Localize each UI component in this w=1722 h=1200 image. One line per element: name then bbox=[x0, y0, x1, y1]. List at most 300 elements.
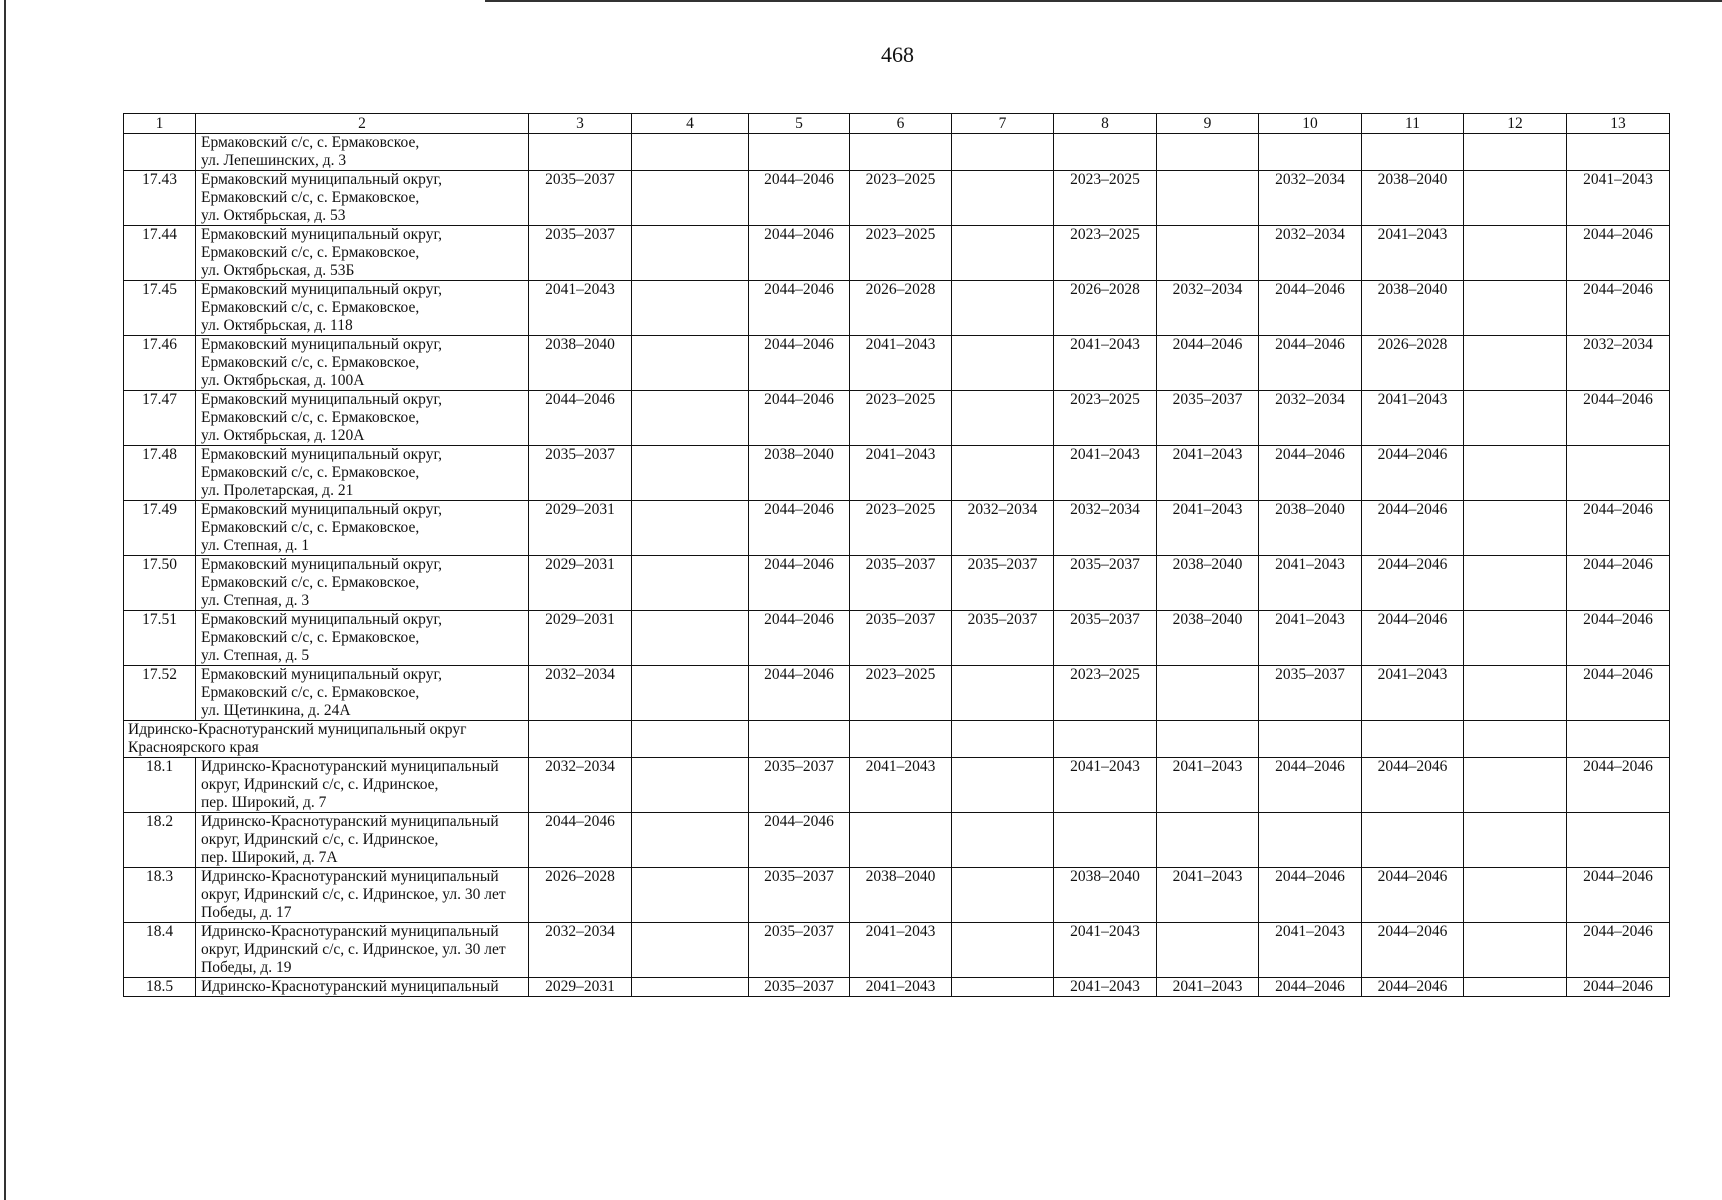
column-header-row bbox=[124, 114, 1670, 134]
period-cell-col-4 bbox=[632, 868, 749, 923]
address-line: Ермаковский с/с, с. Ермаковское, bbox=[201, 574, 420, 591]
address-line: Ермаковский муниципальный округ, bbox=[201, 666, 442, 683]
period-cell-col-3: 2029–2031 bbox=[529, 978, 632, 997]
period-cell-col-3: 2041–2043 bbox=[529, 281, 632, 336]
table-row bbox=[124, 134, 1670, 171]
address-cell bbox=[196, 336, 529, 391]
address-line: ул. Октябрьская, д. 118 bbox=[201, 317, 353, 334]
period-cell-col-8: 2041–2043 bbox=[1054, 446, 1157, 501]
address-line: Победы, д. 17 bbox=[201, 904, 292, 921]
address-line: Ермаковский муниципальный округ, bbox=[201, 336, 442, 353]
period-cell-col-6: 2023–2025 bbox=[850, 391, 952, 446]
period-cell-col-6: 2041–2043 bbox=[850, 758, 952, 813]
row-number: 17.45 bbox=[124, 281, 196, 336]
period-cell-col-12 bbox=[1464, 978, 1567, 997]
period-cell-col-4 bbox=[632, 281, 749, 336]
period-cell-col-4 bbox=[632, 446, 749, 501]
period-cell-col-4 bbox=[632, 721, 749, 758]
period-cell-col-10: 2044–2046 bbox=[1259, 336, 1362, 391]
period-cell-col-13: 2044–2046 bbox=[1567, 391, 1670, 446]
address-line: Идринско-Краснотуранский муниципальный bbox=[201, 868, 499, 885]
period-cell-col-9: 2041–2043 bbox=[1157, 446, 1259, 501]
period-cell-col-7 bbox=[952, 923, 1054, 978]
period-cell-col-5: 2044–2046 bbox=[749, 556, 850, 611]
period-cell-col-5: 2044–2046 bbox=[749, 336, 850, 391]
period-cell-col-13: 2044–2046 bbox=[1567, 758, 1670, 813]
address-line: пер. Широкий, д. 7 bbox=[201, 794, 327, 811]
address-cell bbox=[196, 446, 529, 501]
period-cell-col-10: 2041–2043 bbox=[1259, 923, 1362, 978]
period-cell-col-5: 2044–2046 bbox=[749, 226, 850, 281]
period-cell-col-5: 2044–2046 bbox=[749, 391, 850, 446]
period-cell-col-6: 2023–2025 bbox=[850, 666, 952, 721]
period-cell-col-12 bbox=[1464, 391, 1567, 446]
table-row bbox=[124, 978, 1670, 997]
row-number: 17.50 bbox=[124, 556, 196, 611]
column-header-10: 10 bbox=[1259, 114, 1362, 134]
address-line: округ, Идринский с/с, с. Идринское, ул. 30 лет bbox=[201, 941, 506, 958]
period-cell-col-7 bbox=[952, 813, 1054, 868]
row-number: 17.44 bbox=[124, 226, 196, 281]
period-cell-col-9: 2041–2043 bbox=[1157, 758, 1259, 813]
period-cell-col-11: 2044–2046 bbox=[1362, 611, 1464, 666]
period-cell-col-5: 2044–2046 bbox=[749, 666, 850, 721]
period-cell-col-5: 2044–2046 bbox=[749, 611, 850, 666]
period-cell-col-8: 2023–2025 bbox=[1054, 171, 1157, 226]
period-cell-col-8: 2026–2028 bbox=[1054, 281, 1157, 336]
period-cell-col-10: 2032–2034 bbox=[1259, 391, 1362, 446]
period-cell-col-8: 2032–2034 bbox=[1054, 501, 1157, 556]
period-cell-col-10: 2044–2046 bbox=[1259, 446, 1362, 501]
address-cell bbox=[196, 556, 529, 611]
period-cell-col-5 bbox=[749, 134, 850, 171]
address-line: ул. Щетинкина, д. 24А bbox=[201, 702, 351, 719]
period-cell-col-10: 2041–2043 bbox=[1259, 556, 1362, 611]
period-cell-col-10: 2044–2046 bbox=[1259, 758, 1362, 813]
period-cell-col-7 bbox=[952, 666, 1054, 721]
period-cell-col-9: 2032–2034 bbox=[1157, 281, 1259, 336]
period-cell-col-11: 2044–2046 bbox=[1362, 556, 1464, 611]
period-cell-col-7 bbox=[952, 978, 1054, 997]
address-line: Ермаковский муниципальный округ, bbox=[201, 446, 442, 463]
period-cell-col-6: 2023–2025 bbox=[850, 226, 952, 281]
period-cell-col-7 bbox=[952, 721, 1054, 758]
period-cell-col-5: 2044–2046 bbox=[749, 813, 850, 868]
period-cell-col-6: 2023–2025 bbox=[850, 501, 952, 556]
period-cell-col-10: 2035–2037 bbox=[1259, 666, 1362, 721]
row-number: 18.4 bbox=[124, 923, 196, 978]
address-line: пер. Широкий, д. 7А bbox=[201, 849, 338, 866]
period-cell-col-12 bbox=[1464, 281, 1567, 336]
table-row bbox=[124, 171, 1670, 226]
address-line: Ермаковский с/с, с. Ермаковское, bbox=[201, 134, 420, 151]
row-number: 18.3 bbox=[124, 868, 196, 923]
table-row bbox=[124, 391, 1670, 446]
period-cell-col-12 bbox=[1464, 721, 1567, 758]
table-row bbox=[124, 281, 1670, 336]
period-cell-col-10 bbox=[1259, 813, 1362, 868]
address-line: Ермаковский с/с, с. Ермаковское, bbox=[201, 354, 420, 371]
period-cell-col-7 bbox=[952, 868, 1054, 923]
period-cell-col-4 bbox=[632, 134, 749, 171]
period-cell-col-13: 2044–2046 bbox=[1567, 666, 1670, 721]
period-cell-col-5: 2044–2046 bbox=[749, 171, 850, 226]
period-cell-col-7 bbox=[952, 281, 1054, 336]
period-cell-col-11 bbox=[1362, 134, 1464, 171]
table-row bbox=[124, 868, 1670, 923]
address-line: Ермаковский муниципальный округ, bbox=[201, 556, 442, 573]
address-line: ул. Октябрьская, д. 120А bbox=[201, 427, 365, 444]
period-cell-col-6: 2041–2043 bbox=[850, 336, 952, 391]
row-number: 17.51 bbox=[124, 611, 196, 666]
scan-edge-left bbox=[4, 0, 6, 1200]
period-cell-col-4 bbox=[632, 171, 749, 226]
period-cell-col-8: 2023–2025 bbox=[1054, 391, 1157, 446]
period-cell-col-4 bbox=[632, 923, 749, 978]
address-cell bbox=[196, 923, 529, 978]
table-row bbox=[124, 923, 1670, 978]
row-number: 17.49 bbox=[124, 501, 196, 556]
period-cell-col-3: 2035–2037 bbox=[529, 171, 632, 226]
period-cell-col-7: 2035–2037 bbox=[952, 556, 1054, 611]
period-cell-col-7 bbox=[952, 226, 1054, 281]
row-number bbox=[124, 134, 196, 171]
period-cell-col-11 bbox=[1362, 721, 1464, 758]
period-cell-col-11: 2038–2040 bbox=[1362, 281, 1464, 336]
period-cell-col-13: 2044–2046 bbox=[1567, 556, 1670, 611]
period-cell-col-9 bbox=[1157, 721, 1259, 758]
table-row bbox=[124, 813, 1670, 868]
period-cell-col-3 bbox=[529, 134, 632, 171]
period-cell-col-12 bbox=[1464, 556, 1567, 611]
period-cell-col-3: 2032–2034 bbox=[529, 666, 632, 721]
period-cell-col-4 bbox=[632, 501, 749, 556]
period-cell-col-4 bbox=[632, 391, 749, 446]
period-cell-col-11: 2041–2043 bbox=[1362, 666, 1464, 721]
address-line: Победы, д. 19 bbox=[201, 959, 292, 976]
column-header-7: 7 bbox=[952, 114, 1054, 134]
period-cell-col-13: 2044–2046 bbox=[1567, 226, 1670, 281]
period-cell-col-12 bbox=[1464, 226, 1567, 281]
period-cell-col-6 bbox=[850, 721, 952, 758]
period-cell-col-11: 2044–2046 bbox=[1362, 501, 1464, 556]
row-number: 18.5 bbox=[124, 978, 196, 997]
period-cell-col-6: 2035–2037 bbox=[850, 611, 952, 666]
period-cell-col-4 bbox=[632, 336, 749, 391]
period-cell-col-5 bbox=[749, 721, 850, 758]
address-cell bbox=[196, 758, 529, 813]
period-cell-col-12 bbox=[1464, 171, 1567, 226]
period-cell-col-10 bbox=[1259, 134, 1362, 171]
period-cell-col-5: 2035–2037 bbox=[749, 923, 850, 978]
period-cell-col-7 bbox=[952, 336, 1054, 391]
period-cell-col-6: 2035–2037 bbox=[850, 556, 952, 611]
period-cell-col-9: 2041–2043 bbox=[1157, 868, 1259, 923]
row-number: 17.47 bbox=[124, 391, 196, 446]
section-title-line: Красноярского края bbox=[128, 739, 259, 756]
address-cell bbox=[196, 391, 529, 446]
period-cell-col-13: 2041–2043 bbox=[1567, 171, 1670, 226]
address-line: округ, Идринский с/с, с. Идринское, bbox=[201, 831, 439, 848]
period-cell-col-6: 2038–2040 bbox=[850, 868, 952, 923]
period-cell-col-8: 2041–2043 bbox=[1054, 978, 1157, 997]
address-line: ул. Степная, д. 3 bbox=[201, 592, 310, 609]
period-cell-col-10: 2038–2040 bbox=[1259, 501, 1362, 556]
period-cell-col-12 bbox=[1464, 868, 1567, 923]
address-line: Ермаковский муниципальный округ, bbox=[201, 501, 442, 518]
address-line: Идринско-Краснотуранский муниципальный bbox=[201, 923, 499, 940]
period-cell-col-9: 2041–2043 bbox=[1157, 501, 1259, 556]
period-cell-col-10: 2044–2046 bbox=[1259, 978, 1362, 997]
period-cell-col-5: 2035–2037 bbox=[749, 758, 850, 813]
period-cell-col-9 bbox=[1157, 171, 1259, 226]
schedule-table bbox=[123, 113, 1670, 997]
period-cell-col-12 bbox=[1464, 336, 1567, 391]
address-line: Ермаковский муниципальный округ, bbox=[201, 171, 442, 188]
period-cell-col-5: 2044–2046 bbox=[749, 501, 850, 556]
table-row bbox=[124, 336, 1670, 391]
period-cell-col-3: 2044–2046 bbox=[529, 813, 632, 868]
column-header-8: 8 bbox=[1054, 114, 1157, 134]
period-cell-col-8 bbox=[1054, 134, 1157, 171]
table-body bbox=[124, 134, 1670, 997]
period-cell-col-9: 2035–2037 bbox=[1157, 391, 1259, 446]
row-number: 17.43 bbox=[124, 171, 196, 226]
address-cell bbox=[196, 281, 529, 336]
period-cell-col-8: 2041–2043 bbox=[1054, 923, 1157, 978]
scan-edge-top bbox=[485, 0, 1722, 2]
period-cell-col-3: 2035–2037 bbox=[529, 446, 632, 501]
period-cell-col-3: 2035–2037 bbox=[529, 226, 632, 281]
column-header-1: 1 bbox=[124, 114, 196, 134]
period-cell-col-8: 2023–2025 bbox=[1054, 226, 1157, 281]
address-line: ул. Октябрьская, д. 53 bbox=[201, 207, 346, 224]
address-line: Ермаковский с/с, с. Ермаковское, bbox=[201, 409, 420, 426]
address-line: ул. Степная, д. 5 bbox=[201, 647, 310, 664]
period-cell-col-9: 2038–2040 bbox=[1157, 611, 1259, 666]
period-cell-col-3: 2038–2040 bbox=[529, 336, 632, 391]
period-cell-col-11: 2044–2046 bbox=[1362, 923, 1464, 978]
period-cell-col-4 bbox=[632, 666, 749, 721]
period-cell-col-13: 2044–2046 bbox=[1567, 868, 1670, 923]
address-line: ул. Октябрьская, д. 53Б bbox=[201, 262, 355, 279]
address-line: Ермаковский с/с, с. Ермаковское, bbox=[201, 629, 420, 646]
period-cell-col-9 bbox=[1157, 923, 1259, 978]
period-cell-col-9: 2044–2046 bbox=[1157, 336, 1259, 391]
period-cell-col-9 bbox=[1157, 134, 1259, 171]
period-cell-col-7 bbox=[952, 391, 1054, 446]
address-line: Ермаковский с/с, с. Ермаковское, bbox=[201, 244, 420, 261]
address-cell bbox=[196, 501, 529, 556]
period-cell-col-4 bbox=[632, 978, 749, 997]
period-cell-col-3: 2029–2031 bbox=[529, 501, 632, 556]
table-row bbox=[124, 758, 1670, 813]
address-cell bbox=[196, 868, 529, 923]
period-cell-col-12 bbox=[1464, 446, 1567, 501]
period-cell-col-13 bbox=[1567, 721, 1670, 758]
period-cell-col-6: 2041–2043 bbox=[850, 446, 952, 501]
period-cell-col-12 bbox=[1464, 813, 1567, 868]
row-number: 18.2 bbox=[124, 813, 196, 868]
address-line: Идринско-Краснотуранский муниципальный bbox=[201, 758, 499, 775]
column-header-6: 6 bbox=[850, 114, 952, 134]
address-line: Ермаковский муниципальный округ, bbox=[201, 391, 442, 408]
period-cell-col-9 bbox=[1157, 666, 1259, 721]
period-cell-col-12 bbox=[1464, 758, 1567, 813]
period-cell-col-12 bbox=[1464, 923, 1567, 978]
period-cell-col-9: 2038–2040 bbox=[1157, 556, 1259, 611]
period-cell-col-13: 2032–2034 bbox=[1567, 336, 1670, 391]
address-line: ул. Лепешинских, д. 3 bbox=[201, 152, 347, 169]
table-row bbox=[124, 501, 1670, 556]
column-header-3: 3 bbox=[529, 114, 632, 134]
address-line: Идринско-Краснотуранский муниципальный bbox=[201, 813, 499, 830]
period-cell-col-10: 2032–2034 bbox=[1259, 226, 1362, 281]
period-cell-col-4 bbox=[632, 813, 749, 868]
period-cell-col-7: 2035–2037 bbox=[952, 611, 1054, 666]
period-cell-col-8: 2035–2037 bbox=[1054, 611, 1157, 666]
address-line: Ермаковский муниципальный округ, bbox=[201, 611, 442, 628]
table-row bbox=[124, 556, 1670, 611]
table-row bbox=[124, 611, 1670, 666]
period-cell-col-11: 2044–2046 bbox=[1362, 868, 1464, 923]
period-cell-col-11: 2044–2046 bbox=[1362, 446, 1464, 501]
address-line: ул. Октябрьская, д. 100А bbox=[201, 372, 365, 389]
period-cell-col-10 bbox=[1259, 721, 1362, 758]
period-cell-col-12 bbox=[1464, 666, 1567, 721]
period-cell-col-6: 2041–2043 bbox=[850, 978, 952, 997]
period-cell-col-7 bbox=[952, 758, 1054, 813]
period-cell-col-13 bbox=[1567, 813, 1670, 868]
address-line: Ермаковский муниципальный округ, bbox=[201, 281, 442, 298]
period-cell-col-9 bbox=[1157, 813, 1259, 868]
period-cell-col-9 bbox=[1157, 226, 1259, 281]
column-header-9: 9 bbox=[1157, 114, 1259, 134]
address-cell bbox=[196, 978, 529, 997]
address-line: Ермаковский с/с, с. Ермаковское, bbox=[201, 464, 420, 481]
period-cell-col-6 bbox=[850, 813, 952, 868]
period-cell-col-13 bbox=[1567, 134, 1670, 171]
period-cell-col-7 bbox=[952, 446, 1054, 501]
period-cell-col-12 bbox=[1464, 501, 1567, 556]
period-cell-col-3: 2032–2034 bbox=[529, 758, 632, 813]
period-cell-col-6 bbox=[850, 134, 952, 171]
row-number: 17.48 bbox=[124, 446, 196, 501]
period-cell-col-10: 2041–2043 bbox=[1259, 611, 1362, 666]
period-cell-col-7: 2032–2034 bbox=[952, 501, 1054, 556]
page-number: 468 bbox=[881, 42, 914, 67]
table-row bbox=[124, 226, 1670, 281]
period-cell-col-8 bbox=[1054, 721, 1157, 758]
period-cell-col-8: 2038–2040 bbox=[1054, 868, 1157, 923]
period-cell-col-3: 2029–2031 bbox=[529, 611, 632, 666]
address-line: округ, Идринский с/с, с. Идринское, ул. 30 лет bbox=[201, 886, 506, 903]
period-cell-col-8: 2041–2043 bbox=[1054, 336, 1157, 391]
period-cell-col-8: 2041–2043 bbox=[1054, 758, 1157, 813]
address-line: Ермаковский муниципальный округ, bbox=[201, 226, 442, 243]
period-cell-col-3: 2032–2034 bbox=[529, 923, 632, 978]
address-line: Ермаковский с/с, с. Ермаковское, bbox=[201, 299, 420, 316]
period-cell-col-5: 2035–2037 bbox=[749, 978, 850, 997]
section-title bbox=[124, 721, 529, 758]
period-cell-col-7 bbox=[952, 134, 1054, 171]
address-line: Ермаковский с/с, с. Ермаковское, bbox=[201, 519, 420, 536]
period-cell-col-4 bbox=[632, 758, 749, 813]
section-header-row bbox=[124, 721, 1670, 758]
period-cell-col-8: 2023–2025 bbox=[1054, 666, 1157, 721]
period-cell-col-10: 2032–2034 bbox=[1259, 171, 1362, 226]
period-cell-col-11: 2026–2028 bbox=[1362, 336, 1464, 391]
column-header-12: 12 bbox=[1464, 114, 1567, 134]
column-header-13: 13 bbox=[1567, 114, 1670, 134]
period-cell-col-8: 2035–2037 bbox=[1054, 556, 1157, 611]
column-header-2: 2 bbox=[196, 114, 529, 134]
column-header-4: 4 bbox=[632, 114, 749, 134]
period-cell-col-5: 2044–2046 bbox=[749, 281, 850, 336]
address-line: Ермаковский с/с, с. Ермаковское, bbox=[201, 189, 420, 206]
period-cell-col-11: 2041–2043 bbox=[1362, 391, 1464, 446]
address-cell bbox=[196, 171, 529, 226]
period-cell-col-11 bbox=[1362, 813, 1464, 868]
address-cell bbox=[196, 666, 529, 721]
period-cell-col-12 bbox=[1464, 134, 1567, 171]
period-cell-col-5: 2035–2037 bbox=[749, 868, 850, 923]
period-cell-col-6: 2023–2025 bbox=[850, 171, 952, 226]
period-cell-col-3: 2026–2028 bbox=[529, 868, 632, 923]
table-row bbox=[124, 446, 1670, 501]
address-line: ул. Пролетарская, д. 21 bbox=[201, 482, 354, 499]
period-cell-col-11: 2044–2046 bbox=[1362, 758, 1464, 813]
column-header-11: 11 bbox=[1362, 114, 1464, 134]
period-cell-col-3: 2029–2031 bbox=[529, 556, 632, 611]
address-cell bbox=[196, 134, 529, 171]
period-cell-col-4 bbox=[632, 611, 749, 666]
address-line: Ермаковский с/с, с. Ермаковское, bbox=[201, 684, 420, 701]
column-header-5: 5 bbox=[749, 114, 850, 134]
table-row bbox=[124, 666, 1670, 721]
period-cell-col-9: 2041–2043 bbox=[1157, 978, 1259, 997]
period-cell-col-13 bbox=[1567, 446, 1670, 501]
period-cell-col-10: 2044–2046 bbox=[1259, 281, 1362, 336]
row-number: 17.52 bbox=[124, 666, 196, 721]
address-line: Идринско-Краснотуранский муниципальный bbox=[201, 978, 499, 995]
period-cell-col-13: 2044–2046 bbox=[1567, 281, 1670, 336]
period-cell-col-3 bbox=[529, 721, 632, 758]
period-cell-col-10: 2044–2046 bbox=[1259, 868, 1362, 923]
period-cell-col-12 bbox=[1464, 611, 1567, 666]
period-cell-col-6: 2041–2043 bbox=[850, 923, 952, 978]
address-cell bbox=[196, 611, 529, 666]
period-cell-col-13: 2044–2046 bbox=[1567, 611, 1670, 666]
address-line: округ, Идринский с/с, с. Идринское, bbox=[201, 776, 439, 793]
period-cell-col-13: 2044–2046 bbox=[1567, 978, 1670, 997]
row-number: 17.46 bbox=[124, 336, 196, 391]
period-cell-col-6: 2026–2028 bbox=[850, 281, 952, 336]
period-cell-col-4 bbox=[632, 226, 749, 281]
period-cell-col-3: 2044–2046 bbox=[529, 391, 632, 446]
address-line: ул. Степная, д. 1 bbox=[201, 537, 310, 554]
period-cell-col-13: 2044–2046 bbox=[1567, 501, 1670, 556]
period-cell-col-4 bbox=[632, 556, 749, 611]
period-cell-col-8 bbox=[1054, 813, 1157, 868]
period-cell-col-5: 2038–2040 bbox=[749, 446, 850, 501]
period-cell-col-13: 2044–2046 bbox=[1567, 923, 1670, 978]
period-cell-col-11: 2038–2040 bbox=[1362, 171, 1464, 226]
address-cell bbox=[196, 226, 529, 281]
address-cell bbox=[196, 813, 529, 868]
section-title-line: Идринско-Краснотуранский муниципальный округ bbox=[128, 721, 467, 738]
period-cell-col-11: 2041–2043 bbox=[1362, 226, 1464, 281]
